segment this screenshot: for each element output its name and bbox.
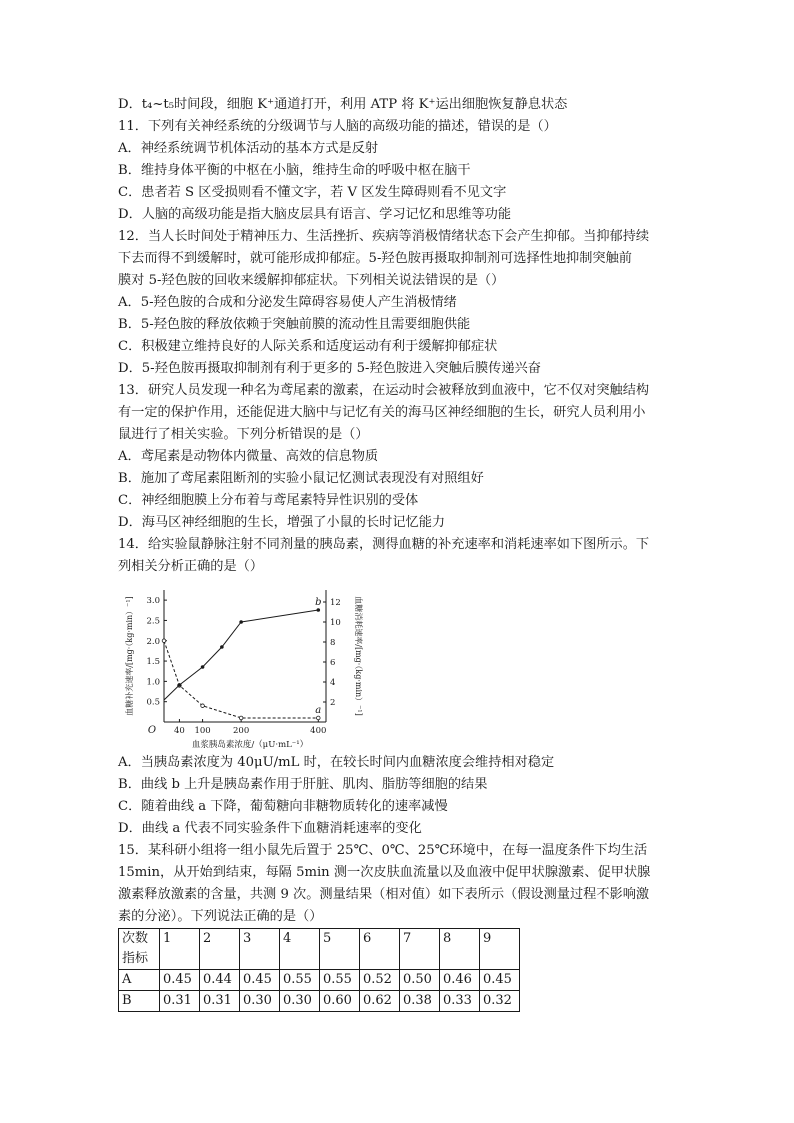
right-tick-label: 2 xyxy=(330,698,336,708)
question-14-option-c: C．随着曲线 a 下降，葡萄糖向非糖物质转化的速率减慢 xyxy=(118,799,448,814)
series-label: a xyxy=(315,704,322,716)
row-label: B xyxy=(119,991,160,1012)
question-15-stem: 15．某科研小组将一组小鼠先后置于 25℃、0℃、25℃环境中，在每一温度条件下均生活 xyxy=(118,843,648,858)
x-tick-label: 200 xyxy=(233,726,250,736)
left-tick-label: 0.5 xyxy=(146,697,160,708)
left-tick-label: 3.0 xyxy=(146,596,160,607)
table-corner-header xyxy=(119,929,160,970)
table-cell: 0.30 xyxy=(240,991,280,1012)
question-11-stem: 11．下列有关神经系统的分级调节与人脑的高级功能的描述，错误的是（） xyxy=(118,119,557,134)
data-point xyxy=(239,716,243,720)
question-13-option-b: B．施加了鸢尾素阻断剂的实验小鼠记忆测试表现没有对照组好 xyxy=(118,471,484,486)
question-12-option-b: B．5-羟色胺的释放依赖于突触前膜的流动性且需要细胞供能 xyxy=(118,317,471,332)
table-cell: 0.62 xyxy=(360,991,400,1012)
question-12-stem: 膜对 5-羟色胺的回收来缓解抑郁症状。下列相关说法错误的是（） xyxy=(118,273,505,288)
x-axis-title: 血浆胰岛素浓度/（μU·mL⁻¹） xyxy=(191,740,309,750)
data-point xyxy=(201,665,205,669)
question-12-stem: 下去而得不到缓解时，就可能形成抑郁症。5-羟色胺再摄取抑制剂可选择性地抑制突触前 xyxy=(118,251,632,266)
question-13-stem: 13．研究人员发现一种名为鸢尾素的激素，在运动时会被释放到血液中，它不仅对突触结构 xyxy=(118,383,650,398)
question-11-option-a: A．神经系统调节机体活动的基本方式是反射 xyxy=(118,141,379,156)
right-axis-title: 血糖消耗速率/[mg·（kg·min）⁻¹] xyxy=(354,596,363,716)
question-14-stem: 14．给实验鼠静脉注射不同剂量的胰岛素，测得血糖的补充速率和消耗速率如下图所示。下 xyxy=(118,537,650,552)
question-14-option-d: D．曲线 a 代表不同实验条件下血糖消耗速率的变化 xyxy=(118,821,422,836)
column-header: 9 xyxy=(480,929,520,970)
table-cell: 0.38 xyxy=(400,991,440,1012)
question-15-stem: 15min，从开始到结束，每隔 5min 测一次皮肤血流量以及血液中促甲状腺激素、促甲状腺 xyxy=(118,865,651,880)
table-cell: 0.55 xyxy=(280,970,320,991)
x-tick-label: 40 xyxy=(174,726,185,736)
column-header: 1 xyxy=(160,929,200,970)
table-cell: 0.60 xyxy=(320,991,360,1012)
column-header: 6 xyxy=(360,929,400,970)
question-13-option-c: C．神经细胞膜上分布着与鸢尾素特异性识别的受体 xyxy=(118,493,419,508)
table-cell: 0.32 xyxy=(480,991,520,1012)
column-header: 7 xyxy=(400,929,440,970)
question-13-stem: 有一定的保护作用，还能促进大脑中与记忆有关的海马区神经细胞的生长，研究人员利用小 xyxy=(118,405,646,420)
insulin-glucose-chart xyxy=(120,580,420,752)
data-point xyxy=(220,645,224,649)
data-point xyxy=(239,620,243,624)
table-cell: 0.30 xyxy=(280,991,320,1012)
x-tick-label: 100 xyxy=(194,726,211,736)
table-header-row xyxy=(119,929,520,970)
data-point xyxy=(316,716,320,720)
table-cell: 0.45 xyxy=(480,970,520,991)
question-12-option-a: A．5-羟色胺的合成和分泌发生障碍容易使人产生消极情绪 xyxy=(118,295,457,310)
question-13-stem: 鼠进行了相关实验。下列分析错误的是（） xyxy=(118,427,369,442)
right-tick-label: 12 xyxy=(330,598,341,608)
table-cell: 0.50 xyxy=(400,970,440,991)
column-header: 3 xyxy=(240,929,280,970)
question-15-stem: 素的分泌）。下列说法正确的是（） xyxy=(118,909,323,924)
table-cell: 0.31 xyxy=(200,991,240,1012)
question-12-option-d: D．5-羟色胺再摄取抑制剂有利于更多的 5-羟色胺进入突触后膜传递兴奋 xyxy=(118,361,541,376)
right-tick-label: 10 xyxy=(330,618,341,628)
x-tick-label: O xyxy=(147,725,157,736)
question-11-option-b: B．维持身体平衡的中枢在小脑，维持生命的呼吸中枢在脑干 xyxy=(118,163,471,178)
left-tick-label: 1.0 xyxy=(146,677,160,688)
row-label: A xyxy=(119,970,160,991)
column-header: 5 xyxy=(320,929,360,970)
text-line: D．t₄~t₅时间段，细胞 K⁺通道打开，利用 ATP 将 K⁺运出细胞恢复静息状态 xyxy=(118,97,568,112)
question-12-option-c: C．积极建立维持良好的人际关系和适度运动有利于缓解抑郁症状 xyxy=(118,339,498,354)
data-point xyxy=(178,683,182,687)
table-cell: 0.55 xyxy=(320,970,360,991)
question-13-option-d: D．海马区神经细胞的生长，增强了小鼠的长时记忆能力 xyxy=(118,515,446,530)
header-bottom: 指标 xyxy=(122,951,149,966)
question-14-stem: 列相关分析正确的是（） xyxy=(118,559,264,574)
series-label: b xyxy=(315,597,322,608)
series-b xyxy=(164,597,321,700)
table-cell: 0.33 xyxy=(440,991,480,1012)
right-tick-label: 8 xyxy=(330,638,336,648)
data-point xyxy=(316,608,320,612)
question-14-option-b: B．曲线 b 上升是胰岛素作用于肝脏、肌肉、脂肪等细胞的结果 xyxy=(118,777,488,792)
table-cell: 0.31 xyxy=(160,991,200,1012)
right-tick-label: 4 xyxy=(330,678,336,688)
left-axis-title: 血糖补充速率/[mg·（kg·min）⁻¹] xyxy=(125,596,134,716)
question-13-option-a: A．鸢尾素是动物体内微量、高效的信息物质 xyxy=(118,449,379,464)
right-tick-label: 6 xyxy=(330,658,336,668)
measurement-table xyxy=(118,928,520,1012)
question-12-stem: 12．当人长时间处于精神压力、生活挫折、疾病等消极情绪状态下会产生抑郁。当抑郁持续 xyxy=(118,229,650,244)
question-11-option-d: D．人脑的高级功能是指大脑皮层具有语言、学习记忆和思维等功能 xyxy=(118,207,512,222)
question-14-option-a: A．当胰岛素浓度为 40μU/mL 时，在较长时间内血糖浓度会维持相对稳定 xyxy=(118,755,555,770)
table-cell: 0.46 xyxy=(440,970,480,991)
column-header: 8 xyxy=(440,929,480,970)
table-row xyxy=(119,970,520,991)
left-tick-label: 1.5 xyxy=(146,657,160,668)
table-cell: 0.45 xyxy=(160,970,200,991)
left-tick-label: 2.0 xyxy=(146,636,160,647)
question-11-option-c: C．患者若 S 区受损则看不懂文字，若 V 区发生障碍则看不见文字 xyxy=(118,185,507,200)
data-point xyxy=(201,704,205,708)
table-row xyxy=(119,991,520,1012)
table-cell: 0.45 xyxy=(240,970,280,991)
left-tick-label: 2.5 xyxy=(146,616,160,627)
table-cell: 0.52 xyxy=(360,970,400,991)
column-header: 4 xyxy=(280,929,320,970)
data-point xyxy=(162,639,166,643)
x-tick-label: 400 xyxy=(310,726,327,736)
table-cell: 0.44 xyxy=(200,970,240,991)
question-15-stem: 激素释放激素的含量，共测 9 次。测量结果（相对值）如下表所示（假设测量过程不影响激 xyxy=(118,887,650,902)
header-top: 次数 xyxy=(122,931,149,946)
column-header: 2 xyxy=(200,929,240,970)
